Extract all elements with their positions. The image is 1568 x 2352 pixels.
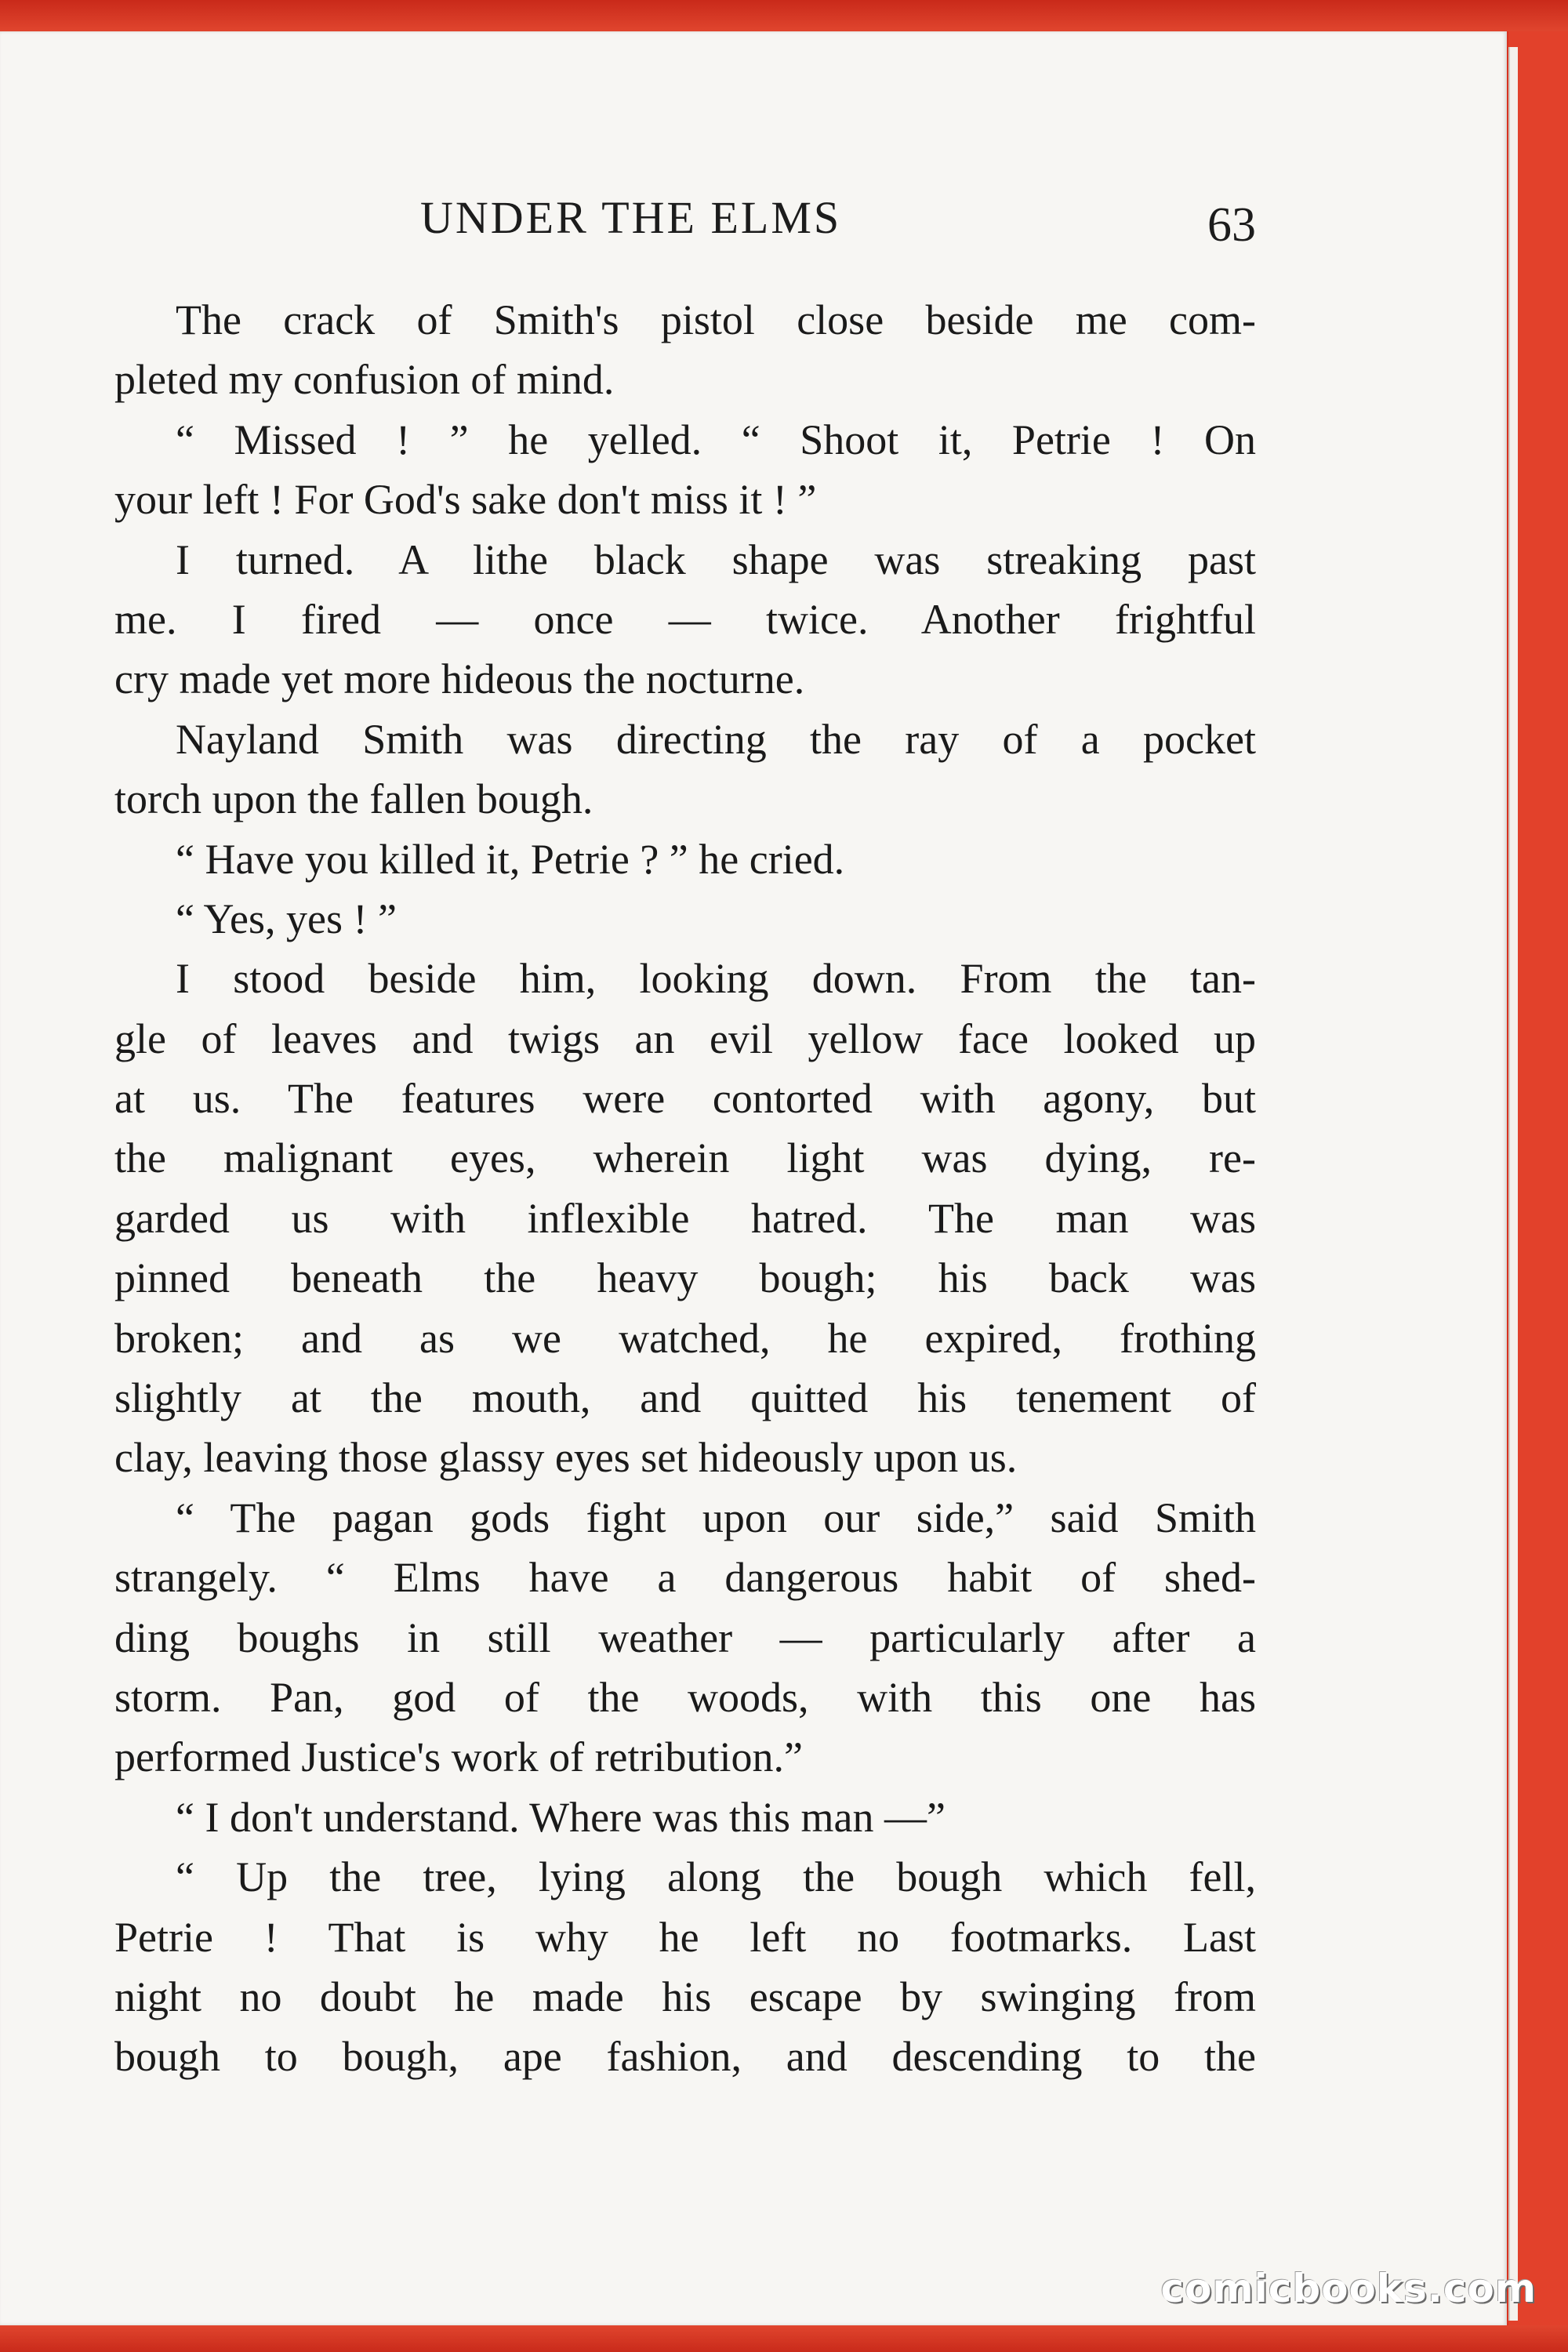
text-line: “ The pagan gods fight upon our side,” said Smith — [176, 1494, 1256, 1541]
text-line: strangely. “ Elms have a dangerous habit of shed- — [114, 1554, 1256, 1602]
page-header — [114, 187, 1256, 257]
text-line: clay, leaving those glassy eyes set hideously upon us. — [114, 1434, 1018, 1482]
site-watermark: comicbooks.com — [1160, 2266, 1537, 2311]
text-line: me. I fired — once — twice. Another frightful — [114, 595, 1256, 643]
text-line: performed Justice's work of retribution.” — [114, 1733, 803, 1781]
body-text — [114, 290, 1256, 2087]
text-line: Petrie ! That is why he left no footmarks. Last — [114, 1913, 1256, 1961]
text-line: night no doubt he made his escape by swinging from — [114, 1973, 1256, 2020]
text-line: garded us with inflexible hatred. The man was — [114, 1194, 1256, 1242]
text-line: gle of leaves and twigs an evil yellow face looked up — [114, 1014, 1256, 1062]
page-number: 63 — [1207, 198, 1256, 252]
page-stack-edge — [1508, 47, 1518, 2321]
text-line: your left ! For God's sake don't miss it ! ” — [114, 476, 817, 524]
text-line: the malignant eyes, wherein light was dying, re- — [114, 1134, 1256, 1182]
text-line: I stood beside him, looking down. From the tan- — [176, 955, 1256, 1003]
text-line: bough to bough, ape fashion, and descending to the — [114, 2033, 1256, 2081]
text-line: pleted my confusion of mind. — [114, 356, 615, 404]
text-line: “ Up the tree, lying along the bough which fell, — [176, 1853, 1256, 1901]
text-line: torch upon the fallen bough. — [114, 775, 593, 823]
text-line: slightly at the mouth, and quitted his tenement of — [114, 1374, 1256, 1422]
book-frame-top — [0, 0, 1568, 31]
running-head: UNDER THE ELMS — [420, 192, 842, 243]
text-line: cry made yet more hideous the nocturne. — [114, 655, 805, 703]
text-line: “ Yes, yes ! ” — [176, 895, 397, 942]
text-line: “ Have you killed it, Petrie ? ” he cried. — [176, 835, 845, 883]
text-line: I turned. A lithe black shape was streaking past — [176, 535, 1256, 583]
text-line: “ Missed ! ” he yelled. “ Shoot it, Petrie ! On — [176, 416, 1256, 463]
book-frame-bottom — [0, 2325, 1568, 2352]
text-line: ding boughs in still weather — particularly after a — [114, 1613, 1256, 1661]
text-line: “ I don't understand. Where was this man —” — [176, 1793, 946, 1841]
text-line: Nayland Smith was directing the ray of a pocket — [176, 715, 1256, 763]
text-line: storm. Pan, god of the woods, with this one has — [114, 1673, 1256, 1721]
text-line: broken; and as we watched, he expired, frothing — [114, 1314, 1256, 1362]
text-line: at us. The features were contorted with agony, but — [114, 1075, 1256, 1123]
text-line: The crack of Smith's pistol close beside me com- — [176, 296, 1256, 343]
text-line: pinned beneath the heavy bough; his back was — [114, 1254, 1256, 1302]
